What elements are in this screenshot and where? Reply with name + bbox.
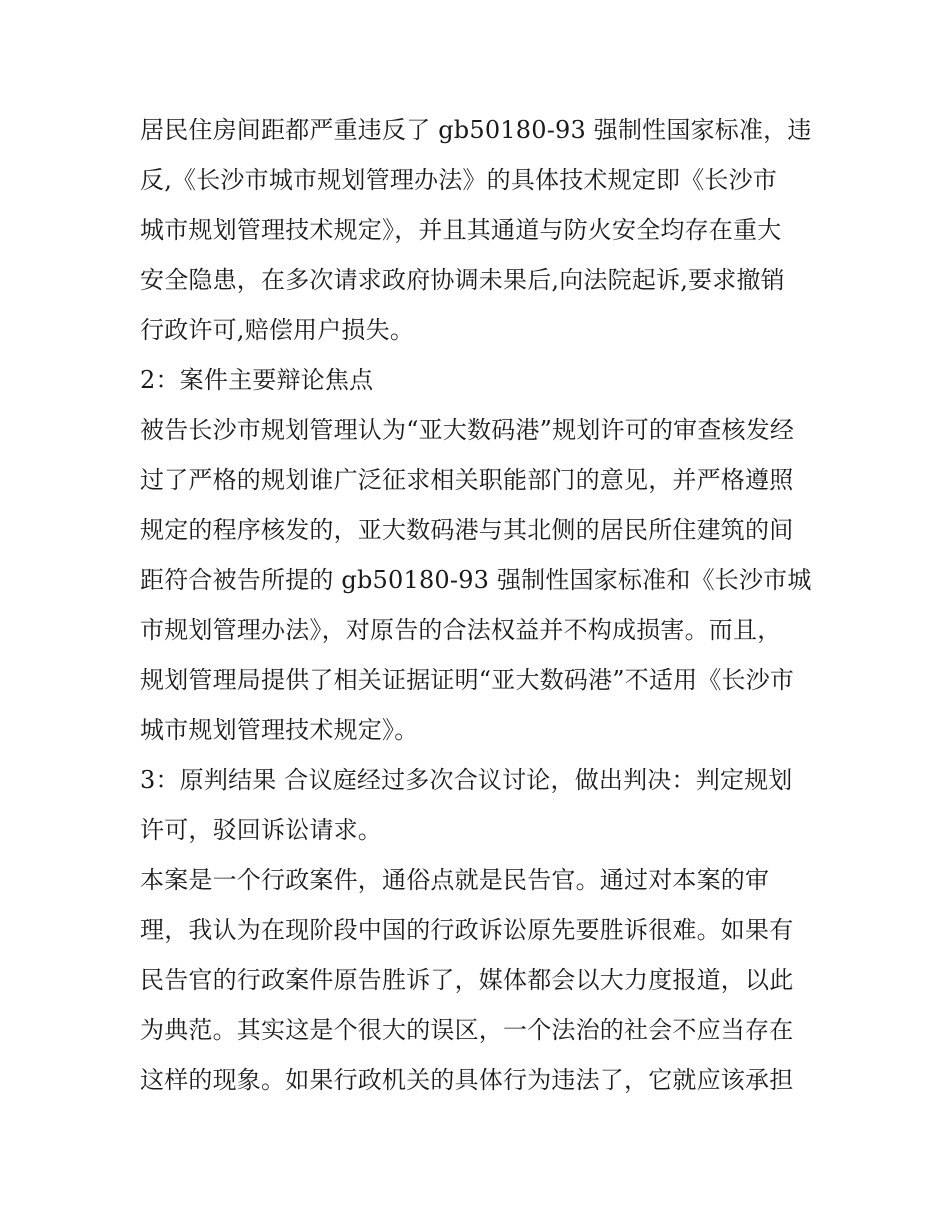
text-line: 行政许可,赔偿用户损失。 [140, 316, 415, 344]
text-line: 许可，驳回诉讼请求。 [140, 816, 382, 844]
text-line: 民告官的行政案件原告胜诉了，媒体都会以大力度报道，以此 [140, 966, 794, 994]
text-line: 理，我认为在现阶段中国的行政诉讼原先要胜诉很难。如果有 [140, 916, 794, 944]
text-line: 规定的程序核发的，亚大数码港与其北侧的居民所住建筑的间 [140, 516, 794, 544]
section-heading: 3：原判结果 合议庭经过多次合议讨论，做出判决：判定规划 [140, 766, 793, 794]
text-line: 安全隐患，在多次请求政府协调未果后,向法院起诉,要求撤销 [140, 266, 785, 294]
text-line: 城市规划管理技术规定》。 [140, 716, 419, 744]
text-line: 本案是一个行政案件，通俗点就是民告官。通过对本案的审 [140, 866, 770, 894]
section-heading: 2：案件主要辩论焦点 [140, 366, 374, 394]
text-line: 被告长沙市规划管理认为“亚大数码港”规划许可的审查核发经 [140, 416, 795, 444]
text-line: 过了严格的规划谁广泛征求相关职能部门的意见，并严格遵照 [140, 466, 794, 494]
text-line: 为典范。其实这是个很大的误区，一个法治的社会不应当存在 [140, 1016, 794, 1044]
text-line: 这样的现象。如果行政机关的具体行为违法了，它就应该承担 [140, 1066, 794, 1094]
text-line: 市规划管理办法》，对原告的合法权益并不构成损害。而且， [140, 616, 782, 644]
text-line: 规划管理局提供了相关证据证明“亚大数码港”不适用《长沙市 [140, 666, 795, 694]
text-line: 反,《长沙市城市规划管理办法》的具体技术规定即《长沙市 [140, 166, 778, 194]
text-line: 居民住房间距都严重违反了 gb50180-93 强制性国家标准，违 [140, 116, 812, 144]
text-line: 距符合被告所提的 gb50180-93 强制性国家标准和《长沙市城 [140, 566, 812, 594]
text-line: 城市规划管理技术规定》，并且其通道与防火安全均存在重大 [140, 216, 782, 244]
